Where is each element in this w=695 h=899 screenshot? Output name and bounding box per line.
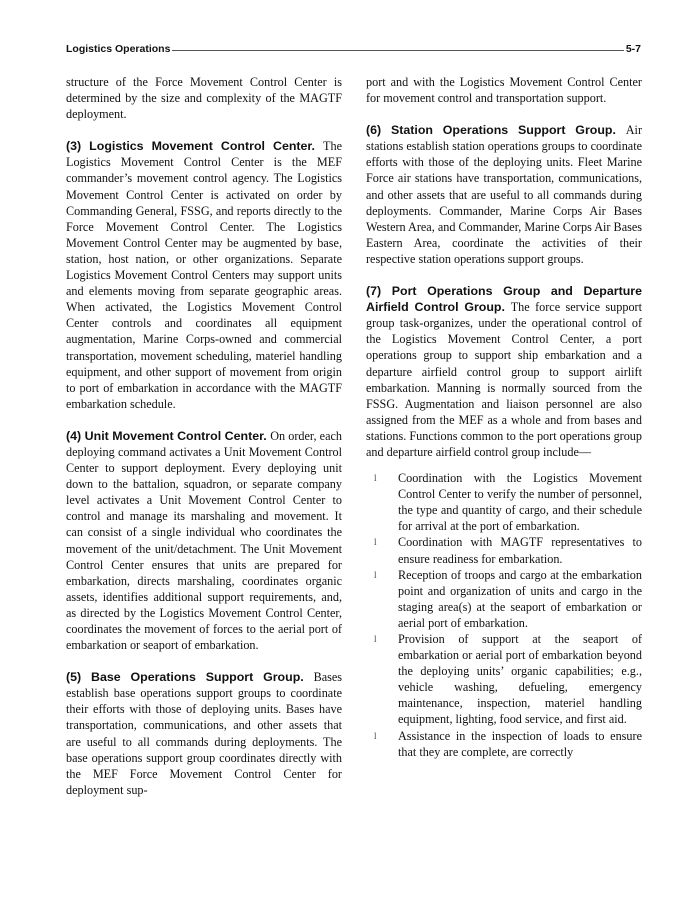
header-rule	[172, 50, 623, 51]
section-5	[66, 669, 342, 798]
section-heading: (4) Unit Movement Control Center.	[66, 428, 271, 443]
left-column	[66, 74, 342, 814]
list-item: l Coordination with the Logistics Movement Control Center to verify the number of personnel, the type and quantity of cargo, and their schedule for arrival at the port of embarkation.	[374, 471, 642, 534]
bullet-icon: l	[374, 569, 377, 580]
list-item: l Reception of troops and cargo at the embarkation point and organization of units and cargo in the staging area(s) at the seaport of embarkation or aerial port of embarkation.	[374, 567, 642, 630]
section-6	[366, 122, 642, 267]
section-heading: (6) Station Operations Support Group.	[366, 123, 626, 138]
section-body: Bases establish base operations support groups to coordinate their efforts with those of deploying units. Bases have transportation, communications, and other assets that are useful to all commands during deployments. The base operations support group coordinates directly with the MEF Force Movement Control Center for deployment sup-	[66, 670, 342, 797]
running-header	[66, 41, 641, 57]
bullet-icon: l	[374, 473, 377, 484]
section-body: The Logistics Movement Control Center is the MEF commander’s movement control agency. The Logistics Movement Control Center is activated on order by Commanding General, FSSG, and reports directly to the Force Movement Control Center. The Logistics Movement Control Center may be augmented by base, station, host nation, or other organizations. Separate Logistics Movement Control Centers may support units and elements moving from separate geographic areas. When activated, the Logistics Movement Control Center controls and coordinates all equipment augmentation, Marine Corps-owned and commercial transportation, movement scheduling, materiel handling equipment, and other support of movement from origin to port of embarkation in accordance with the MAGTF embarkation schedule.	[66, 139, 342, 411]
right-column	[366, 74, 642, 760]
section-heading: (7) Port Operations Group and Departure Airfield Control Group.	[366, 284, 642, 315]
right-intro-paragraph: port and with the Logistics Movement Control Center for movement control and transportation support.	[366, 75, 642, 106]
list-item: l Provision of support at the seaport of embarkation or aerial port of embarkation beyond the deploying units’ organic capabilities; e.g., vehicle washing, defueling, emergency maintenance, inspection, materiel handling equipment, lighting, food service, and first aid.	[374, 632, 642, 727]
section-3	[66, 138, 342, 412]
header-title: Logistics Operations	[66, 43, 171, 55]
list-item: l Assistance in the inspection of loads to ensure that they are complete, are correctly	[374, 728, 642, 759]
bullet-icon: l	[374, 634, 377, 644]
section-7	[366, 283, 642, 460]
section-heading: (3) Logistics Movement Control Center.	[66, 139, 324, 154]
page-number: 5-7	[625, 43, 641, 55]
section-body: The force service support group task-organizes, under the operational control of the Logistics Movement Control Center, a port operations group to support ship embarkation and a departure airfield control group to support airlift embarkation. Manning is normally sourced from the FSSG. Augmentation and liaison personnel are also assigned from the MEF as a whole and from bases and stations. Functions common to the port operations group and departure airfield control group include—	[366, 300, 642, 459]
functions-list	[366, 470, 642, 760]
list-item: l Coordination with MAGTF representatives to ensure readiness for embarkation.	[374, 535, 642, 566]
section-heading: (5) Base Operations Support Group.	[66, 670, 314, 685]
section-body: Air stations establish station operations groups to coordinate efforts with those of the deploying units. Fleet Marine Force air stations have transportation, communications, and other assets that are useful to all commands during deployments. Commander, Marine Corps Air Bases Western Area, and Commander, Marine Corps Air Bases Eastern Area, coordinate the activities of their respective station operations support groups.	[366, 123, 642, 266]
section-4	[66, 428, 342, 653]
left-intro-paragraph: structure of the Force Movement Control Center is determined by the size and complexity of the MAGTF deployment.	[66, 75, 342, 122]
section-body: On order, each deploying command activates a Unit Movement Control Center to support deployment. Every deploying unit down to the battalion, squadron, or separate company level activates a Unit Movement Control Center to control and manage its marshaling and movement. It can consist of a single individual who coordinates the movement of the unit/detachment. The Unit Movement Control Center ensures that units are prepared for embarkation, directs marshaling, coordinates organic assets, identifies additional support requirements, and, as directed by the Logistics Movement Control Center, coordinates the movement of forces to the aerial port of embarkation or seaport of embarkation.	[66, 428, 342, 653]
bullet-icon: l	[374, 730, 377, 741]
bullet-icon: l	[374, 537, 377, 548]
